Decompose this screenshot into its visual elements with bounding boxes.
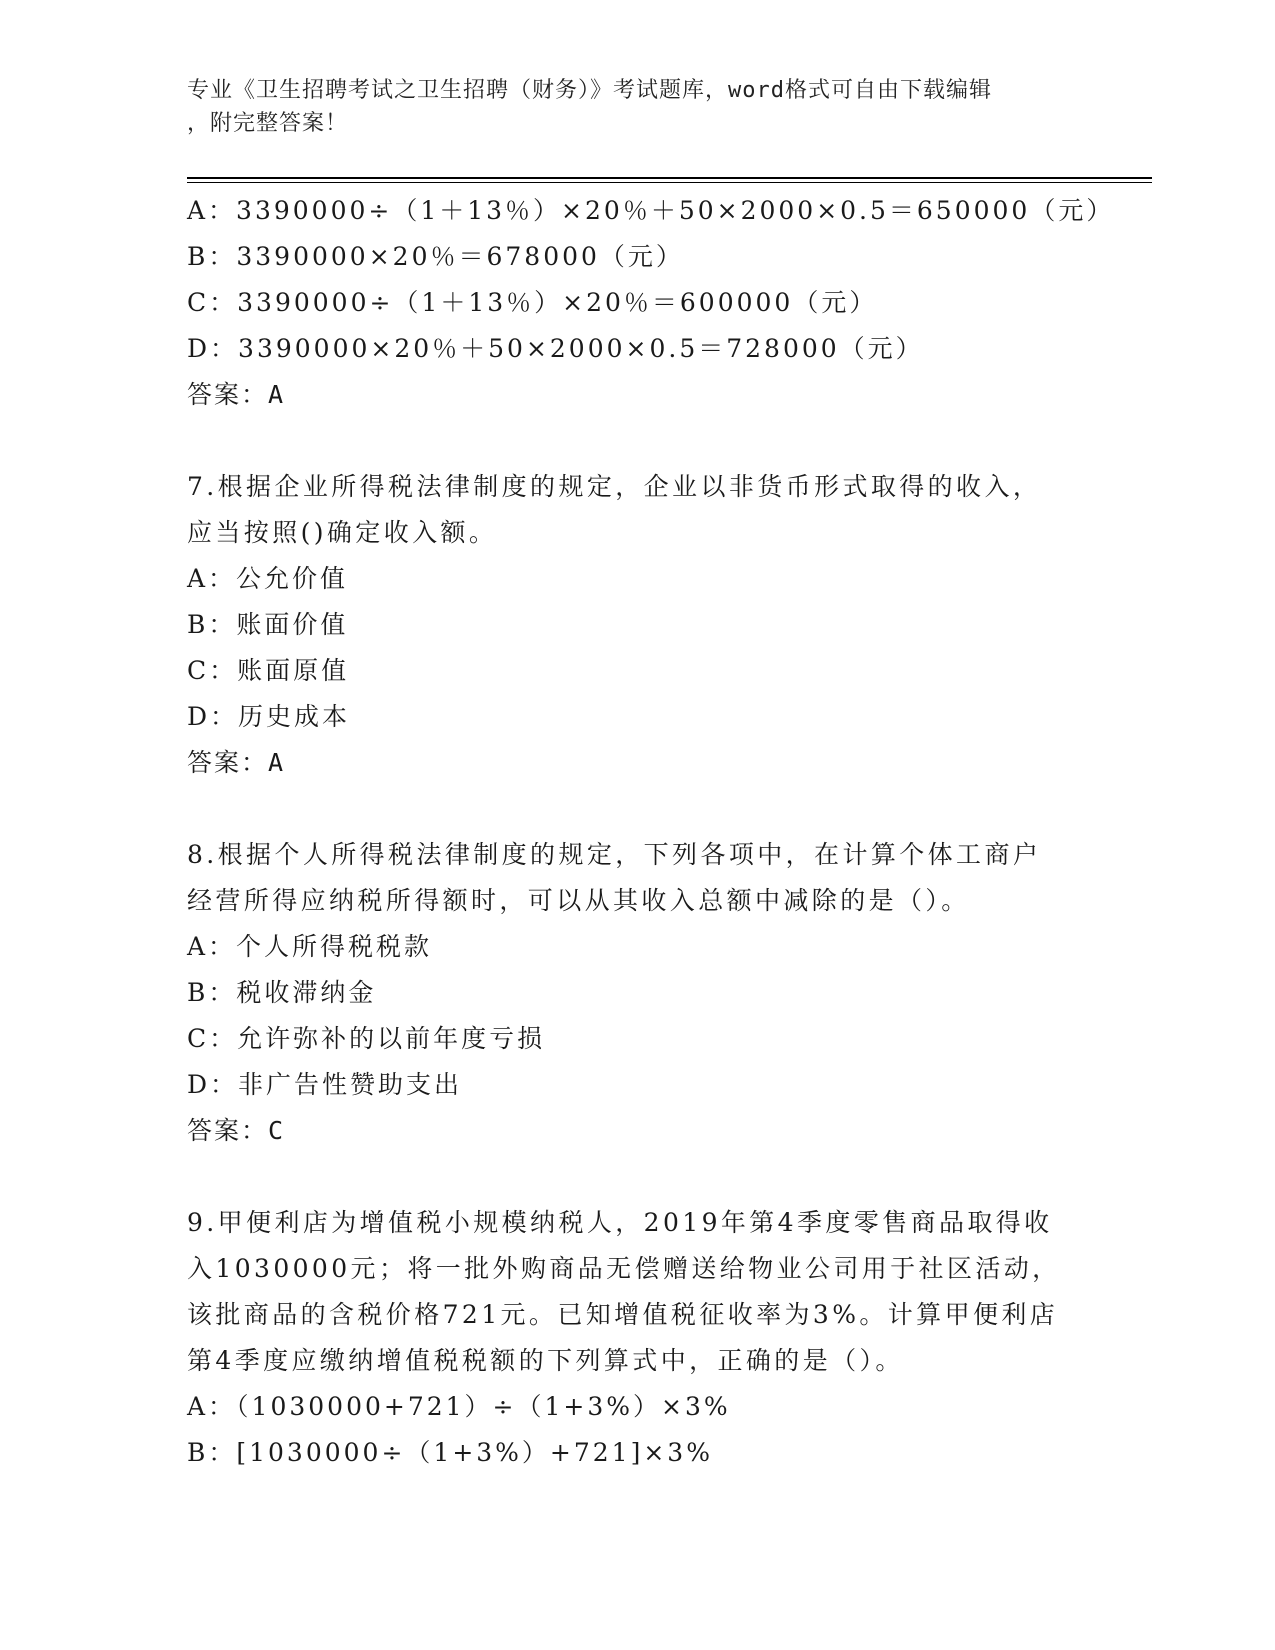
question-8 xyxy=(187,832,1067,1154)
option-c: C：3390000÷（1＋13％）×20％＝600000（元） xyxy=(187,288,878,317)
option-a: A：个人所得税税款 xyxy=(187,932,433,961)
spacer xyxy=(187,418,1067,464)
question-stem: 该批商品的含税价格721元。已知增值税征收率为3%。计算甲便利店 xyxy=(187,1300,1059,1329)
header-divider-thick xyxy=(187,177,1152,179)
question-9 xyxy=(187,1200,1067,1476)
option-c: C：允许弥补的以前年度亏损 xyxy=(187,1024,546,1053)
option-a: A：3390000÷（1＋13％）×20％＋50×2000×0.5＝650000（元） xyxy=(187,196,1115,225)
answer: 答案：A xyxy=(187,748,286,777)
header-divider-thin xyxy=(187,182,1152,183)
option-d: D：历史成本 xyxy=(187,702,351,731)
option-b: B：账面价值 xyxy=(187,610,349,639)
question-stem: 8.根据个人所得税法律制度的规定，下列各项中，在计算个体工商户 xyxy=(187,840,1042,869)
document-header xyxy=(187,74,1067,140)
question-content xyxy=(187,188,1115,1476)
option-d: D：非广告性赞助支出 xyxy=(187,1070,463,1099)
question-stem: 应当按照()确定收入额。 xyxy=(187,518,498,547)
option-d: D：3390000×20％＋50×2000×0.5＝728000（元） xyxy=(187,334,924,363)
question-stem: 9.甲便利店为增值税小规模纳税人，2019年第4季度零售商品取得收 xyxy=(187,1208,1053,1237)
answer: 答案：A xyxy=(187,380,286,409)
option-a: A：公允价值 xyxy=(187,564,349,593)
header-line-1: 专业《卫生招聘考试之卫生招聘（财务）》考试题库，word格式可自由下载编辑 xyxy=(187,78,992,103)
question-stem: 7.根据企业所得税法律制度的规定，企业以非货币形式取得的收入， xyxy=(187,472,1042,501)
spacer xyxy=(187,786,1067,832)
question-7 xyxy=(187,464,1067,786)
option-b: B：[1030000÷（1+3%）+721]×3% xyxy=(187,1438,713,1467)
spacer xyxy=(187,1154,1067,1200)
header-line-2: ，附完整答案！ xyxy=(187,111,349,136)
option-b: B：税收滞纳金 xyxy=(187,978,377,1007)
answer: 答案：C xyxy=(187,1116,286,1145)
question-6 xyxy=(187,188,1115,418)
question-stem: 第4季度应缴纳增值税税额的下列算式中，正确的是（）。 xyxy=(187,1346,904,1375)
question-stem: 经营所得应纳税所得额时，可以从其收入总额中减除的是（）。 xyxy=(187,886,970,915)
option-a: A：（1030000+721）÷（1+3%）×3% xyxy=(187,1392,731,1421)
option-c: C：账面原值 xyxy=(187,656,350,685)
option-b: B：3390000×20％＝678000（元） xyxy=(187,242,684,271)
question-stem: 入1030000元；将一批外购商品无偿赠送给物业公司用于社区活动， xyxy=(187,1254,1061,1283)
